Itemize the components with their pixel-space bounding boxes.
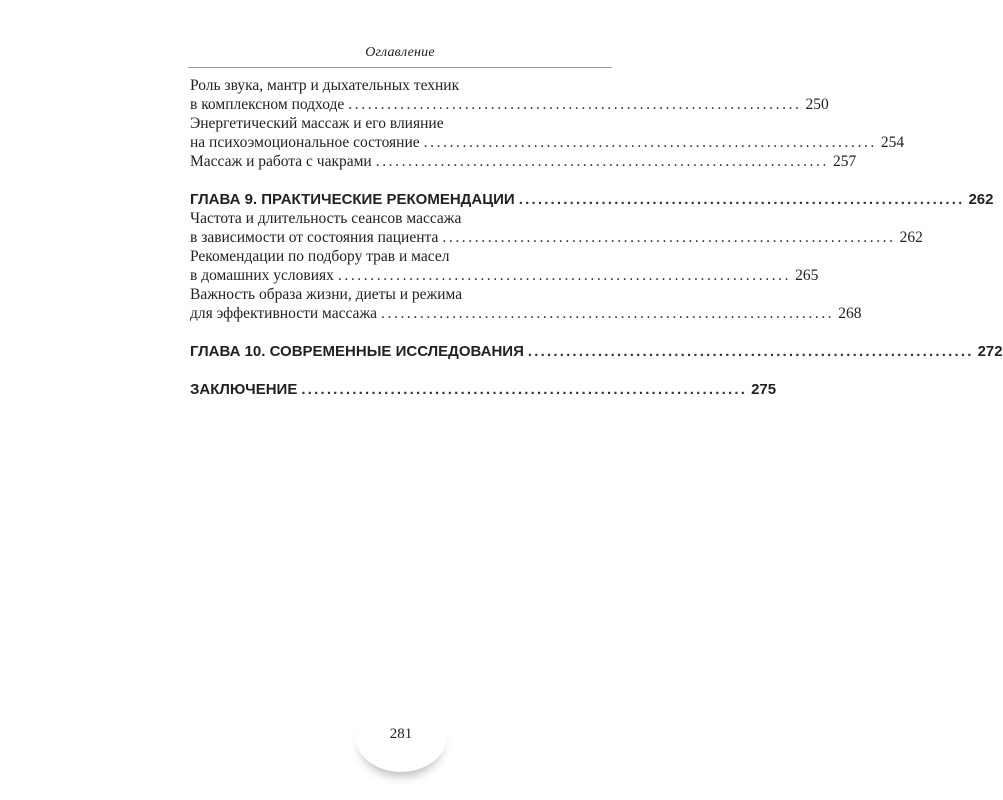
leader-dots: ...................................................................... <box>337 267 792 284</box>
running-header-title: Оглавление <box>365 45 435 60</box>
toc-entry[interactable] <box>190 114 905 152</box>
toc-entry[interactable] <box>190 285 862 323</box>
toc-entry-title-line2: в домашних условиях <box>190 267 334 284</box>
leader-dots: ...................................................................... <box>375 153 829 170</box>
leader-dots: ...................................................................... <box>423 134 877 151</box>
page-number: 281 <box>389 726 413 742</box>
toc-entry-title-line2: на психоэмоциональное состояние <box>190 134 420 151</box>
toc-entry-title-line1: Роль звука, мантр и дыхательных техник <box>190 77 460 94</box>
toc-entry-title-line1: Рекомендации по подбору трав и масел <box>190 248 450 265</box>
toc-entry-title-line2: Массаж и работа с чакрами <box>190 153 372 170</box>
leader-dots: ...................................................................... <box>348 96 802 113</box>
toc-entry-title-line1: Энергетический массаж и его влияние <box>190 115 444 132</box>
toc-entry[interactable] <box>190 152 857 171</box>
toc-entry[interactable] <box>190 247 819 285</box>
toc-entry-page: 268 <box>838 305 862 322</box>
leader-dots: ...................................................................... <box>301 381 748 398</box>
table-of-contents <box>190 76 1003 399</box>
header-rule <box>188 67 612 68</box>
toc-entry-title-line2: в зависимости от состояния пациента <box>190 229 439 246</box>
toc-entry[interactable] <box>190 76 829 114</box>
toc-entry-title-line1: Важность образа жизни, диеты и режима <box>190 286 463 303</box>
toc-entry[interactable] <box>190 209 923 247</box>
toc-chapter-page: 262 <box>968 191 994 208</box>
toc-chapter-title: ГЛАВА 10. СОВРЕМЕННЫЕ ИССЛЕДОВАНИЯ <box>190 343 524 360</box>
toc-entry-page: 262 <box>899 229 923 246</box>
toc-chapter-title: ГЛАВА 9. ПРАКТИЧЕСКИЕ РЕКОМЕНДАЦИИ <box>190 191 515 208</box>
leader-dots: ...................................................................... <box>518 191 965 208</box>
toc-entry-title-line2: в комплексном подходе <box>190 96 345 113</box>
toc-entry-page: 250 <box>805 96 829 113</box>
toc-entry-page: 254 <box>880 134 905 151</box>
toc-entry-title-line2: для эффективности массажа <box>190 305 378 322</box>
toc-chapter-page: 272 <box>977 343 1003 360</box>
toc-chapter[interactable] <box>190 342 1003 361</box>
toc-entry-page: 257 <box>832 153 857 170</box>
leader-dots: ...................................................................... <box>381 305 835 322</box>
toc-chapter-title: ЗАКЛЮЧЕНИЕ <box>190 381 298 398</box>
toc-chapter-page: 275 <box>751 381 777 398</box>
toc-entry-title-line1: Частота и длительность сеансов массажа <box>190 210 462 227</box>
leader-dots: ...................................................................... <box>442 229 896 246</box>
toc-chapter[interactable] <box>190 190 994 209</box>
leader-dots: ...................................................................... <box>527 343 974 360</box>
toc-chapter[interactable] <box>190 380 777 399</box>
page-number-tab <box>355 716 447 772</box>
toc-entry-page: 265 <box>795 267 819 284</box>
